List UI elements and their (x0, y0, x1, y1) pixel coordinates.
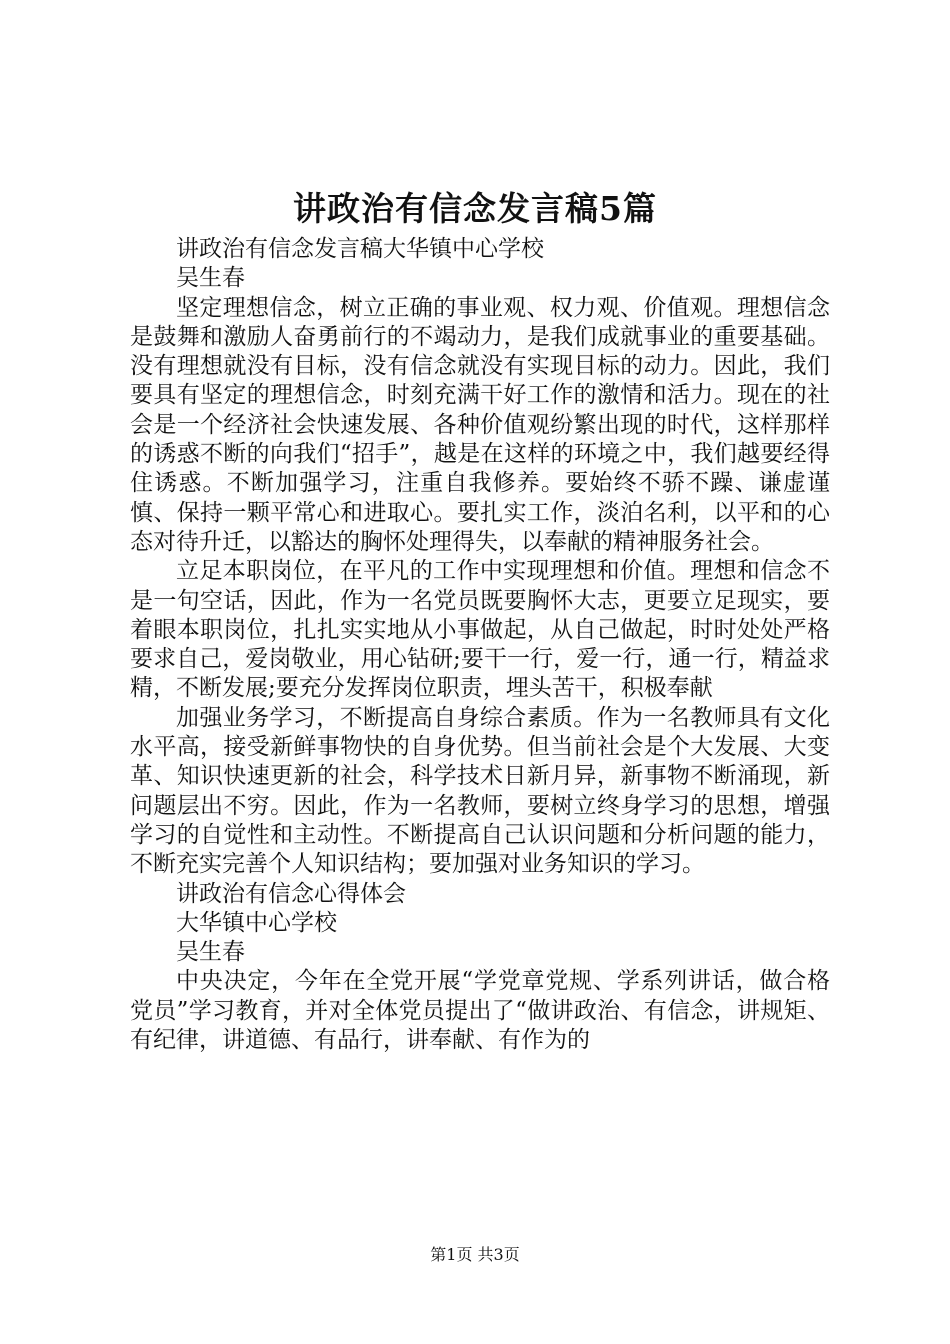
document-body (130, 235, 830, 1055)
paragraph-study: 加强业务学习，不断提高自身综合素质。作为一名教师具有文化水平高，接受新鲜事物快的自身优势。但当前社会是个大发展、大变革、知识快速更新的社会，科学技术日新月异，新事物不断涌现，新问题层出不穷。因此，作为一名教师，要树立终身学习的思想，增强学习的自觉性和主动性。不断提高自己认识问题和分析问题的能力，不断充实完善个人知识结构；要加强对业务知识的学习。 (130, 704, 830, 878)
paragraph-ideals: 坚定理想信念，树立正确的事业观、权力观、价值观。理想信念是鼓舞和激励人奋勇前行的不竭动力，是我们成就事业的重要基础。没有理想就没有目标，没有信念就没有实现目标的动力。因此，我们要具有坚定的理想信念，时刻充满干好工作的激情和活力。现在的社会是一个经济社会快速发展、各种价值观纷繁出现的时代，这样那样的诱惑不断的向我们“招手”，越是在这样的环境之中，我们越要经得住诱惑。不断加强学习，注重自我修养。要始终不骄不躁、谦虚谨慎、保持一颗平常心和进取心。要扎实工作，淡泊名利，以平和的心态对待升迁，以豁达的胸怀处理得失，以奉献的精神服务社会。 (130, 294, 830, 555)
paragraph-section-heading: 讲政治有信念心得体会 (176, 880, 406, 907)
document-title: 讲政治有信念发言稿5篇 (293, 189, 657, 228)
paragraph-author-2: 吴生春 (176, 939, 245, 966)
paragraph-central-decision: 中央决定，今年在全党开展“学党章党规、学系列讲话，做合格党员”学习教育，并对全体党员提出了“做讲政治、有信念，讲规矩、有纪律，讲道德、有品行，讲奉献、有作为的 (130, 968, 830, 1054)
paragraph-school: 大华镇中心学校 (176, 909, 337, 936)
page-footer: 第1页 共3页 (430, 1245, 520, 1264)
paragraph-subtitle: 讲政治有信念发言稿大华镇中心学校 (176, 236, 544, 262)
paragraph-job-post: 立足本职岗位，在平凡的工作中实现理想和价值。理想和信念不是一句空话，因此，作为一名党员既要胸怀大志，更要立足现实，要着眼本职岗位，扎扎实实地从小事做起，从自己做起，时时处处严格要求自己，爱岗敬业，用心钻研;要干一行，爱一行，通一行，精益求精，不断发展;要充分发挥岗位职责，埋头苦干，积极奉献 (130, 558, 830, 702)
paragraph-author: 吴生春 (176, 265, 245, 292)
